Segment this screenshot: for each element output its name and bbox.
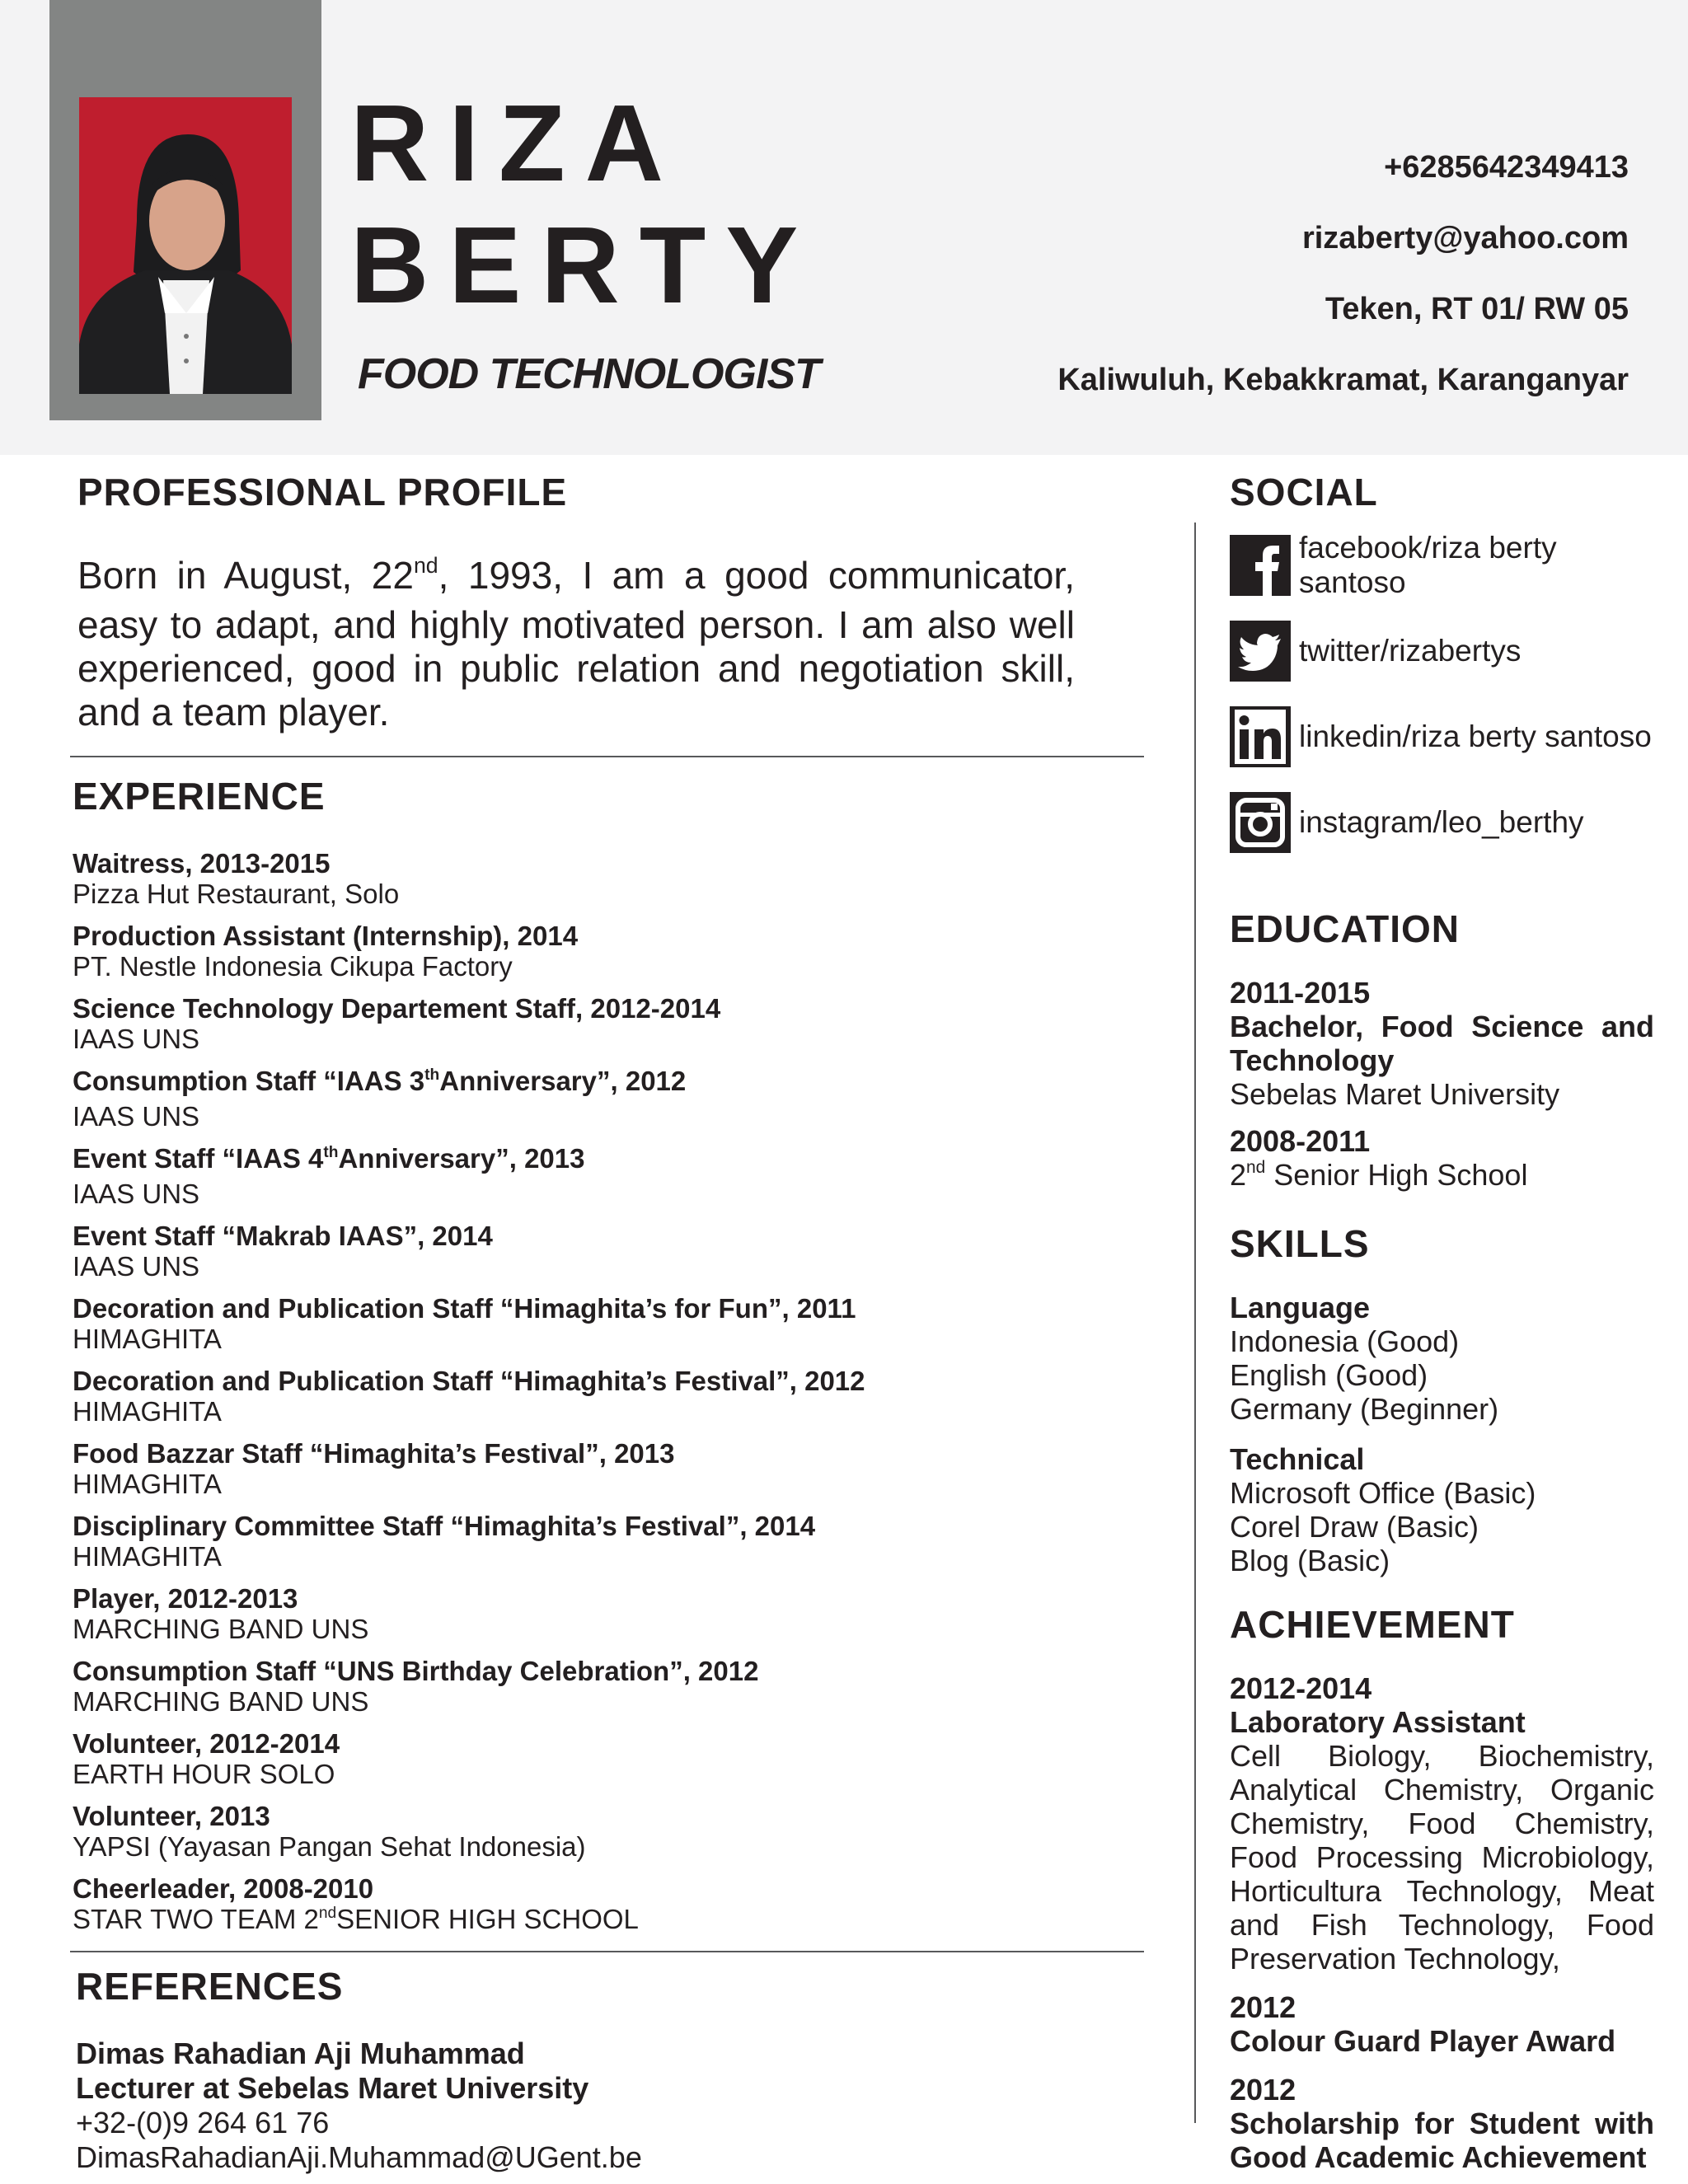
achievement-title: Scholarship for Student with Good Academic Achievement xyxy=(1230,2107,1654,2174)
experience-item xyxy=(73,848,1144,909)
experience-title xyxy=(73,1066,1144,1101)
experience-org: MARCHING BAND UNS xyxy=(73,1614,369,1644)
experience-title: Player, 2012-2013 xyxy=(73,1583,298,1614)
skill-item: Microsoft Office (Basic) xyxy=(1230,1476,1536,1510)
first-name: RIZA xyxy=(350,82,683,204)
education-school-part: 2 xyxy=(1230,1158,1247,1192)
contact-info xyxy=(1057,148,1629,432)
experience-item xyxy=(73,921,1144,982)
experience-org xyxy=(73,1904,1144,1939)
experience-org: IAAS UNS xyxy=(73,1101,200,1132)
experience-item xyxy=(73,1511,1144,1572)
experience-title: Decoration and Publication Staff “Himaghita’s Festival”, 2012 xyxy=(73,1366,865,1396)
experience-item xyxy=(73,1438,1144,1499)
achievement-years: 2012-2014 xyxy=(1230,1671,1372,1705)
reference-phone: +32-(0)9 264 61 76 xyxy=(76,2106,330,2139)
experience-org: HIMAGHITA xyxy=(73,1469,222,1499)
skill-item: Germany (Beginner) xyxy=(1230,1392,1499,1426)
achievement-item xyxy=(1230,1990,1658,2058)
skills-language-title: Language xyxy=(1230,1291,1371,1324)
experience-org-part: STAR TWO TEAM 2 xyxy=(73,1904,319,1934)
section-divider xyxy=(70,756,1144,757)
experience-item xyxy=(73,993,1144,1054)
ordinal-suffix: nd xyxy=(318,1904,337,1922)
reference-email: DimasRahadianAji.Muhammad@UGent.be xyxy=(76,2140,642,2174)
experience-org: IAAS UNS xyxy=(73,1179,200,1209)
experience-title: Waitress, 2013-2015 xyxy=(73,848,331,879)
section-divider xyxy=(70,1951,1144,1952)
education-school: Sebelas Maret University xyxy=(1230,1077,1560,1111)
ordinal-suffix: nd xyxy=(1246,1158,1266,1178)
reference-entry xyxy=(76,2036,1144,2175)
facebook-icon xyxy=(1230,535,1291,596)
skill-item: Blog (Basic) xyxy=(1230,1544,1390,1577)
experience-title: Volunteer, 2013 xyxy=(73,1801,270,1831)
experience-item xyxy=(73,1656,1144,1717)
experience-title xyxy=(73,1143,1144,1179)
profile-photo xyxy=(79,97,292,394)
phone-number: +6285642349413 xyxy=(1384,150,1629,185)
social-facebook[interactable] xyxy=(1230,523,1658,608)
skill-item: Indonesia (Good) xyxy=(1230,1324,1460,1358)
skills-technical-title: Technical xyxy=(1230,1442,1365,1476)
reference-position: Lecturer at Sebelas Maret University xyxy=(76,2071,589,2105)
experience-org: IAAS UNS xyxy=(73,1251,200,1282)
education-heading: EDUCATION xyxy=(1230,907,1461,950)
reference-name: Dimas Rahadian Aji Muhammad xyxy=(76,2036,525,2070)
social-linkedin-label: linkedin/riza berty santoso xyxy=(1299,719,1652,753)
photo-frame xyxy=(49,0,321,420)
ordinal-suffix: th xyxy=(323,1143,339,1161)
experience-item xyxy=(73,1366,1144,1427)
experience-item xyxy=(73,1873,1144,1939)
education-degree: Bachelor, Food Science and Technology xyxy=(1230,1010,1654,1077)
experience-item xyxy=(73,1221,1144,1282)
achievement-years: 2012 xyxy=(1230,1990,1296,2024)
experience-org: HIMAGHITA xyxy=(73,1324,222,1354)
experience-org-part: SENIOR HIGH SCHOOL xyxy=(336,1904,639,1934)
skill-item: English (Good) xyxy=(1230,1358,1428,1392)
social-twitter[interactable] xyxy=(1230,608,1658,694)
social-instagram-label: instagram/leo_berthy xyxy=(1299,805,1584,839)
experience-org: HIMAGHITA xyxy=(73,1396,222,1427)
experience-title-part: Anniversary”, 2013 xyxy=(338,1143,585,1174)
experience-title: Science Technology Departement Staff, 2012-2014 xyxy=(73,993,721,1024)
right-column xyxy=(1230,470,1658,2174)
experience-title: Volunteer, 2012-2014 xyxy=(73,1728,340,1759)
social-linkedin[interactable] xyxy=(1230,694,1658,780)
skills-technical xyxy=(1230,1442,1658,1577)
social-facebook-label: facebook/riza berty santoso xyxy=(1299,531,1557,599)
social-heading: SOCIAL xyxy=(1230,471,1378,513)
address-line-2: Kaliwuluh, Kebakkramat, Karanganyar xyxy=(1057,363,1629,397)
experience-item xyxy=(73,1293,1144,1354)
experience-org: HIMAGHITA xyxy=(73,1541,222,1572)
experience-list xyxy=(73,848,1144,1939)
education-school-part: Senior High School xyxy=(1265,1158,1528,1192)
experience-org: MARCHING BAND UNS xyxy=(73,1686,369,1717)
experience-title-part: Anniversary”, 2012 xyxy=(439,1066,687,1096)
education-school xyxy=(1230,1158,1658,1197)
job-title: FOOD TECHNOLOGIST xyxy=(358,350,820,398)
achievement-years: 2012 xyxy=(1230,2073,1296,2107)
ordinal-suffix: nd xyxy=(413,553,438,579)
references-heading: REFERENCES xyxy=(76,1965,344,2008)
education-item xyxy=(1230,976,1654,1111)
profile-text xyxy=(77,554,1075,734)
experience-item xyxy=(73,1801,1144,1862)
profile-text-part: , 1993, I am a good communicator, easy to adapt, and highly motivated person. I am also well experienced, good in public relation and negotiation skill, and a team player. xyxy=(77,554,1075,733)
experience-title-part: Consumption Staff “IAAS 3 xyxy=(73,1066,425,1096)
achievement-title: Laboratory Assistant xyxy=(1230,1705,1526,1739)
experience-title: Production Assistant (Internship), 2014 xyxy=(73,921,579,951)
skills-heading: SKILLS xyxy=(1230,1222,1370,1265)
experience-title-part: Event Staff “IAAS 4 xyxy=(73,1143,324,1174)
column-divider xyxy=(1194,523,1196,2123)
social-instagram[interactable] xyxy=(1230,780,1658,865)
experience-title: Consumption Staff “UNS Birthday Celebration”, 2012 xyxy=(73,1656,759,1686)
left-column xyxy=(73,470,1144,2175)
education-years: 2011-2015 xyxy=(1230,976,1371,1010)
skill-item: Corel Draw (Basic) xyxy=(1230,1510,1479,1544)
address-line-1: Teken, RT 01/ RW 05 xyxy=(1325,292,1629,326)
achievement-item xyxy=(1230,2073,1654,2174)
profile-heading: PROFESSIONAL PROFILE xyxy=(77,471,568,513)
twitter-icon xyxy=(1230,621,1291,682)
education-item xyxy=(1230,1124,1658,1197)
experience-item xyxy=(73,1143,1144,1209)
experience-title: Decoration and Publication Staff “Himaghita’s for Fun”, 2011 xyxy=(73,1293,856,1324)
social-list xyxy=(1230,523,1658,865)
experience-org: Pizza Hut Restaurant, Solo xyxy=(73,879,400,909)
experience-heading: EXPERIENCE xyxy=(73,775,326,818)
achievement-description: Cell Biology, Biochemistry, Analytical Chemistry, Organic Chemistry, Food Chemistry, Food Processing Microbiology, Horticultura Technology, Meat and Fish Technology, Food Preservation Technology, xyxy=(1230,1739,1654,1975)
experience-title: Cheerleader, 2008-2010 xyxy=(73,1873,374,1904)
experience-org: YAPSI (Yayasan Pangan Sehat Indonesia) xyxy=(73,1831,586,1862)
achievement-title: Colour Guard Player Award xyxy=(1230,2024,1616,2058)
skills-language xyxy=(1230,1291,1658,1426)
experience-item xyxy=(73,1583,1144,1644)
achievement-heading: ACHIEVEMENT xyxy=(1230,1603,1515,1646)
experience-org: PT. Nestle Indonesia Cikupa Factory xyxy=(73,951,513,982)
profile-photo-portrait xyxy=(79,97,292,394)
experience-org: IAAS UNS xyxy=(73,1024,200,1054)
last-name: BERTY xyxy=(350,204,818,326)
experience-title: Disciplinary Committee Staff “Himaghita’s Festival”, 2014 xyxy=(73,1511,816,1541)
social-twitter-label: twitter/rizabertys xyxy=(1299,634,1522,668)
experience-org: EARTH HOUR SOLO xyxy=(73,1759,335,1789)
experience-title: Event Staff “Makrab IAAS”, 2014 xyxy=(73,1221,493,1251)
education-years: 2008-2011 xyxy=(1230,1124,1371,1158)
ordinal-suffix: th xyxy=(424,1066,440,1084)
experience-title: Food Bazzar Staff “Himaghita’s Festival”, 2013 xyxy=(73,1438,675,1469)
achievement-item xyxy=(1230,1671,1654,1975)
experience-item xyxy=(73,1066,1144,1132)
experience-item xyxy=(73,1728,1144,1789)
header-band xyxy=(0,0,1688,455)
instagram-icon xyxy=(1230,792,1291,853)
profile-text-part: Born in August, 22 xyxy=(77,554,414,597)
email-address: rizaberty@yahoo.com xyxy=(1301,221,1629,255)
linkedin-icon xyxy=(1230,706,1291,767)
